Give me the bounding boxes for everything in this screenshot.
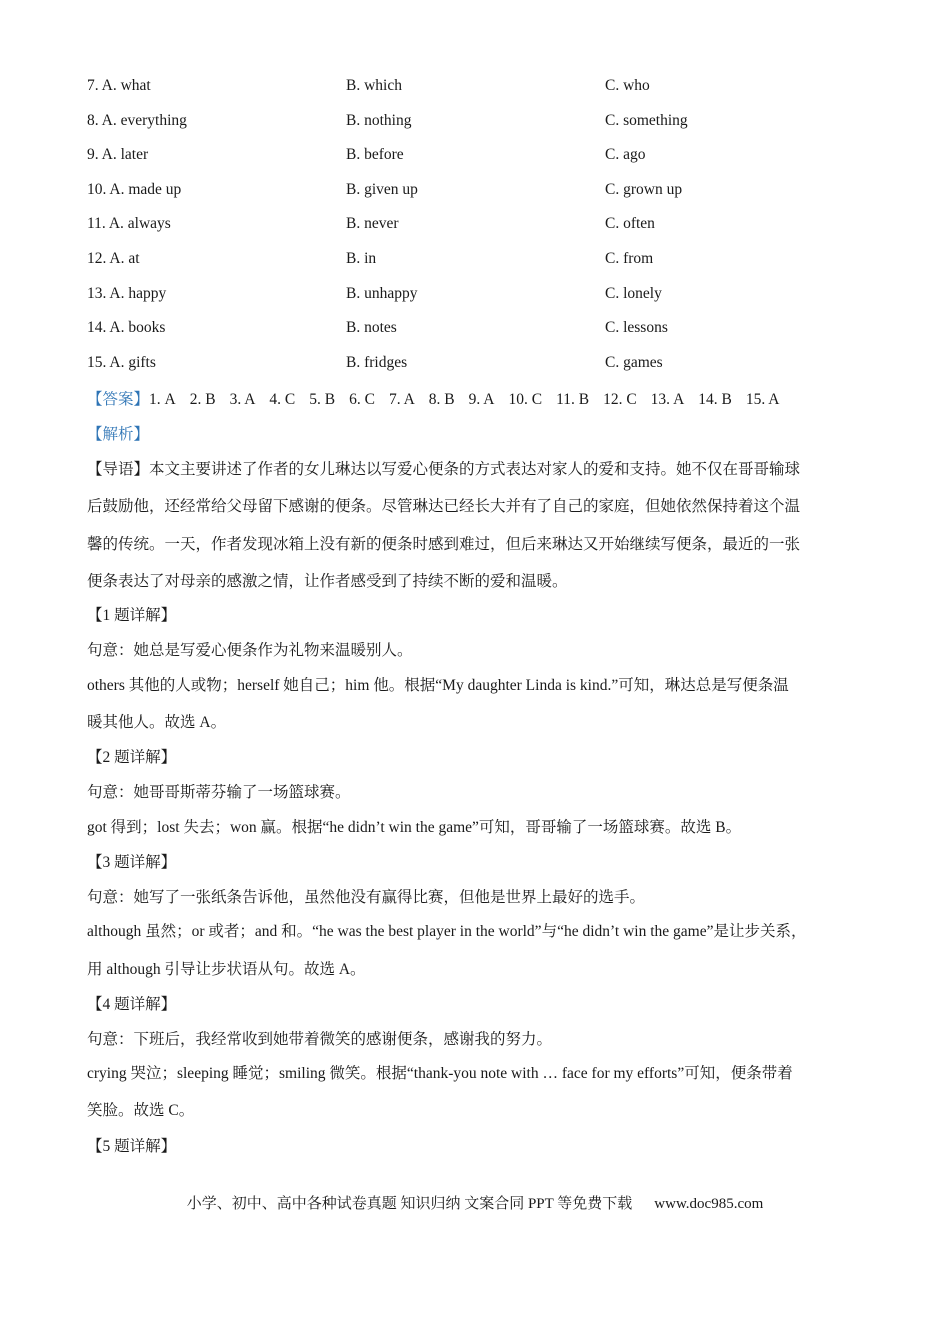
option-b: B. which <box>346 77 402 94</box>
option-b: B. nothing <box>346 111 412 129</box>
option-c: C. grown up <box>605 180 683 198</box>
option-c: C. games <box>605 353 663 371</box>
option-row <box>87 354 887 378</box>
option-row <box>87 250 887 274</box>
option-row <box>87 319 887 343</box>
q3-line: although 虽然；or 或者；and 和。“he was the best player in the world”与“he didn’t win the game”是让步关系， <box>87 923 807 940</box>
q4-line: 句意：下班后，我经常收到她带着微笑的感谢便条，感谢我的努力。 <box>87 1031 553 1048</box>
intro-line: 馨的传统。一天，作者发现冰箱上没有新的便条时感到难过，但后来琳达又开始继续写便条，最近的一张 <box>87 536 801 553</box>
answer-item: 9. A <box>468 391 495 408</box>
analysis-label: 【解析】 <box>87 426 150 443</box>
q2-title: 【2 题详解】 <box>87 749 177 766</box>
q1-line: others 其他的人或物；herself 她自己；him 他。根据“My daughter Linda is kind.”可知，琳达总是写便条温 <box>87 677 789 694</box>
answer-item: 2. B <box>189 391 216 408</box>
intro-line: 后鼓励他，还经常给父母留下感谢的便条。尽管琳达已经长大并有了自己的家庭，但她依然保持着这个温 <box>87 498 801 515</box>
footer-text: 小学、初中、高中各种试卷真题 知识归纳 文案合同 PPT 等免费下载 <box>186 1196 633 1212</box>
option-c: C. something <box>605 111 688 129</box>
option-c: C. lonely <box>605 284 662 302</box>
q4-line: 笑脸。故选 C。 <box>87 1102 195 1119</box>
option-a: 7. A. what <box>87 77 151 94</box>
answer-item: 12. C <box>603 391 637 408</box>
option-c: C. who <box>605 77 650 94</box>
option-b: B. given up <box>346 180 418 198</box>
option-c: C. from <box>605 250 654 267</box>
option-b: B. fridges <box>346 353 408 371</box>
option-row <box>87 77 887 101</box>
option-a: 11. A. always <box>87 215 171 233</box>
footer-site-link[interactable]: www.doc985.com <box>654 1196 764 1212</box>
option-a: 15. A. gifts <box>87 353 156 371</box>
answer-item: 7. A <box>388 391 415 408</box>
answer-list <box>149 391 793 408</box>
q3-line: 句意：她写了一张纸条告诉他，虽然他没有赢得比赛，但他是世界上最好的选手。 <box>87 889 646 906</box>
option-row <box>87 181 887 205</box>
q4-title: 【4 题详解】 <box>87 996 177 1013</box>
option-a: 9. A. later <box>87 146 149 164</box>
option-b: B. unhappy <box>346 284 418 302</box>
answer-item: 11. B <box>556 391 590 408</box>
option-a: 14. A. books <box>87 319 166 337</box>
option-a: 8. A. everything <box>87 111 187 129</box>
option-a: 12. A. at <box>87 250 140 267</box>
q2-line: got 得到；lost 失去；won 赢。根据“he didn’t win the game”可知，哥哥输了一场篮球赛。故选 B。 <box>87 819 742 836</box>
answer-item: 10. C <box>508 391 543 408</box>
option-b: B. notes <box>346 319 397 337</box>
option-c: C. ago <box>605 146 646 164</box>
q3-title: 【3 题详解】 <box>87 854 177 871</box>
answer-item: 8. B <box>428 391 455 408</box>
q1-title: 【1 题详解】 <box>87 607 177 624</box>
q1-line: 暖其他人。故选 A。 <box>87 714 227 731</box>
answer-item: 14. B <box>698 391 732 408</box>
option-row <box>87 285 887 309</box>
option-row <box>87 215 887 239</box>
answer-item: 1. A <box>149 391 176 408</box>
answer-item: 4. C <box>269 391 296 408</box>
answer-item: 13. A <box>650 391 685 408</box>
option-a: 13. A. happy <box>87 284 167 302</box>
option-a: 10. A. made up <box>87 180 182 198</box>
option-b: B. in <box>346 250 377 267</box>
q3-line: 用 although 引导让步状语从句。故选 A。 <box>87 961 366 978</box>
answer-line <box>87 387 887 409</box>
answer-item: 3. A <box>229 391 256 408</box>
answer-item: 5. B <box>309 391 336 408</box>
answer-item: 6. C <box>349 391 375 408</box>
intro-line: 便条表达了对母亲的感激之情，让作者感受到了持续不断的爱和温暖。 <box>87 573 568 590</box>
intro-line: 【导语】本文主要讲述了作者的女儿琳达以写爱心便条的方式表达对家人的爱和支持。她不仅在哥哥输球 <box>87 461 801 478</box>
q4-line: crying 哭泣；sleeping 睡觉；smiling 微笑。根据“thank-you note with … face for my efforts”可知，便条带着 <box>87 1065 793 1082</box>
option-b: B. before <box>346 146 404 164</box>
page-footer <box>0 1192 950 1213</box>
answer-label: 【答案】 <box>87 391 150 408</box>
option-b: B. never <box>346 215 399 233</box>
answer-item: 15. A <box>745 391 780 408</box>
q1-line: 句意：她总是写爱心便条作为礼物来温暖别人。 <box>87 642 413 659</box>
q5-title: 【5 题详解】 <box>87 1138 177 1155</box>
option-c: C. lessons <box>605 319 668 337</box>
option-row <box>87 112 887 136</box>
option-row <box>87 146 887 170</box>
option-c: C. often <box>605 215 655 233</box>
q2-line: 句意：她哥哥斯蒂芬输了一场篮球赛。 <box>87 784 351 801</box>
